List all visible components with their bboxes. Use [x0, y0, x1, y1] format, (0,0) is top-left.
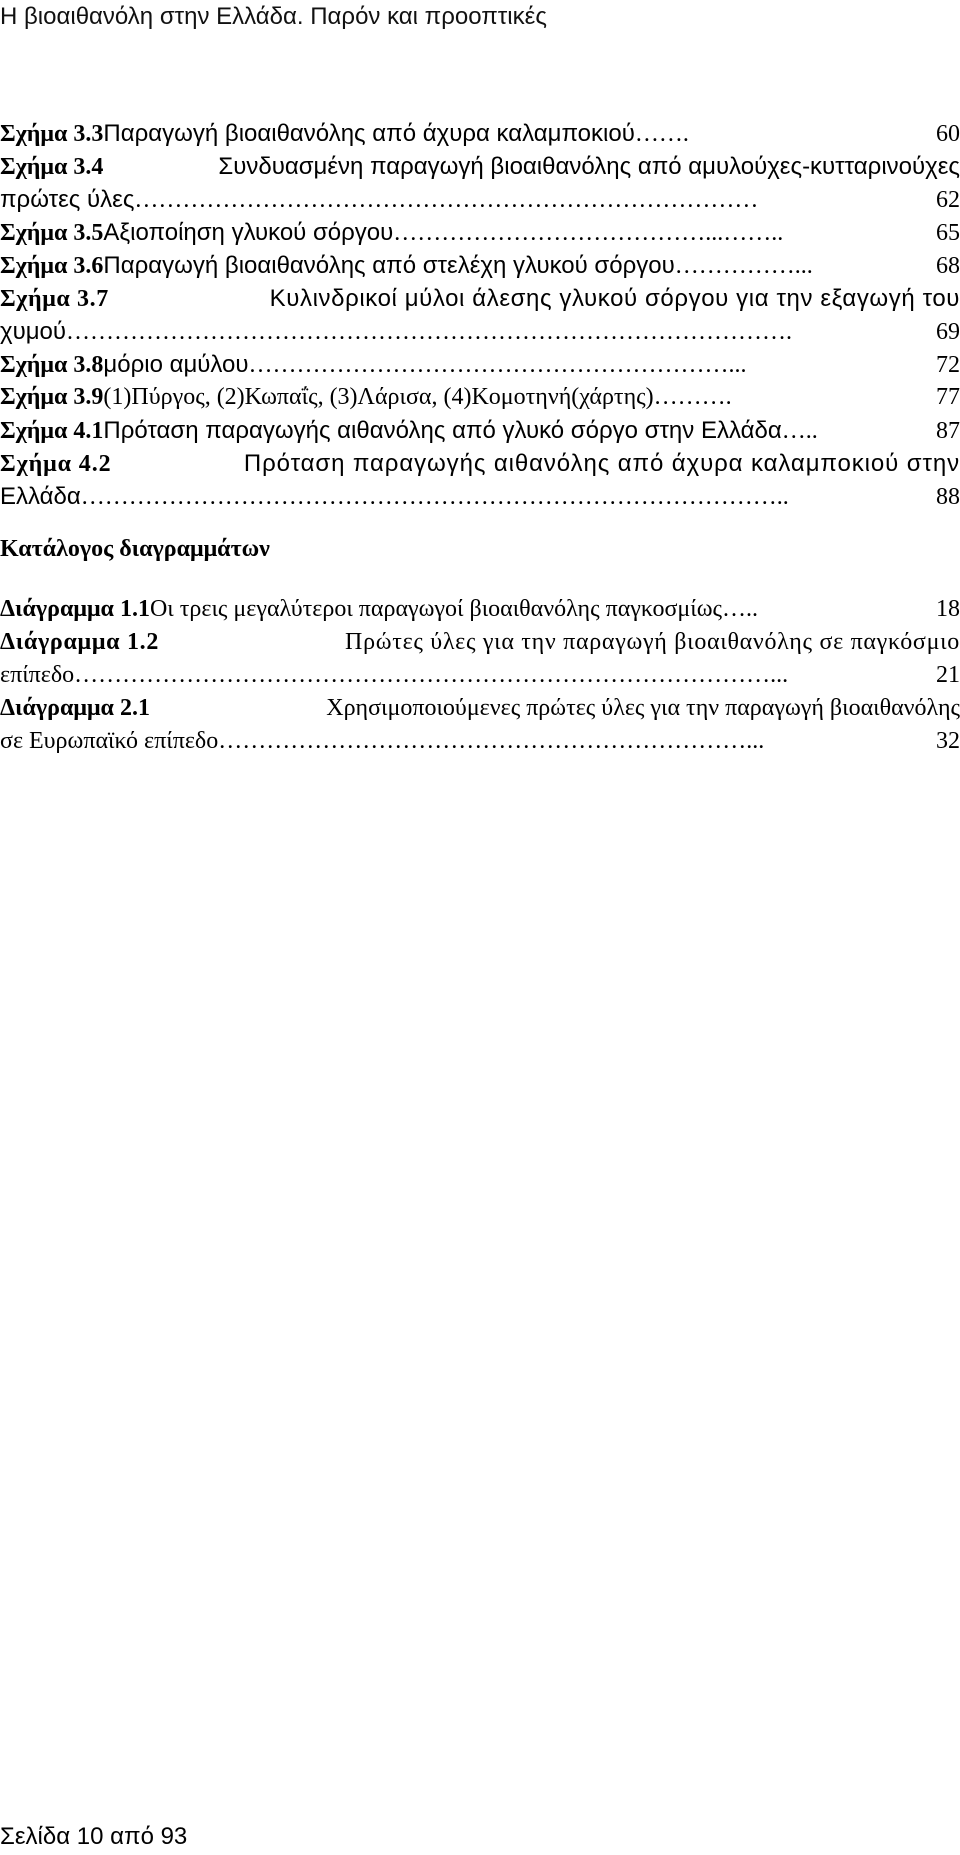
diagram-entry-1-1[interactable]: [0, 593, 960, 626]
page-number: 68: [936, 253, 960, 279]
diagram-title-continued: επίπεδο: [0, 662, 75, 688]
figure-entry-3-4[interactable]: [0, 150, 960, 216]
page-number: 60: [936, 121, 960, 147]
figure-title: Παραγωγή βιοαιθανόλης από άχυρα καλαμποκιού: [103, 120, 635, 147]
leader-dots: ……….: [653, 384, 732, 410]
figure-number: Σχήμα 3.7: [0, 286, 109, 312]
figure-title: (1)Πύργος, (2)Κωπαΐς, (3)Λάρισα, (4)Κομοτηνή(χάρτης): [103, 384, 654, 410]
table-of-diagrams: [0, 593, 960, 758]
diagram-number: Διάγραμμα 1.2: [0, 629, 160, 655]
figure-entry-4-2[interactable]: [0, 447, 960, 513]
page-number: 32: [936, 728, 960, 754]
leader-dots: …..: [781, 418, 818, 444]
page-number: 88: [936, 484, 960, 510]
diagram-entry-1-2[interactable]: [0, 626, 960, 692]
diagrams-list-heading: Κατάλογος διαγραμμάτων: [0, 536, 270, 562]
page-number: 62: [936, 187, 960, 213]
diagram-number: Διάγραμμα 2.1: [0, 695, 150, 721]
figure-title-continued: πρώτες ύλες: [0, 186, 135, 213]
page-number: 69: [936, 319, 960, 345]
figure-number: Σχήμα 3.3: [0, 121, 104, 147]
leader-dots: ……………………………………………………………………………...: [74, 662, 789, 688]
figure-title-continued: Ελλάδα: [0, 483, 81, 510]
leader-dots: …….: [634, 121, 689, 147]
page-number: 72: [936, 352, 960, 378]
figure-title: Συνδυασμένη παραγωγή βιοαιθανόλης από αμυλούχες-κυτταρινούχες: [218, 153, 960, 180]
diagram-number: Διάγραμμα 1.1: [0, 596, 150, 622]
figure-entry-3-6[interactable]: [0, 249, 960, 282]
leader-dots: ……………...: [674, 253, 813, 279]
diagram-title: Οι τρεις μεγαλύτεροι παραγωγοί βιοαιθανόλης παγκοσμίως: [149, 596, 723, 622]
page-number: 87: [936, 418, 960, 444]
figure-title: Πρόταση παραγωγής αιθανόλης από άχυρα καλαμποκιού στην: [243, 450, 960, 477]
table-of-figures: [0, 117, 960, 758]
figure-entry-3-9[interactable]: [0, 381, 960, 414]
leader-dots: …..: [722, 596, 759, 622]
diagram-title-continued: σε Ευρωπαϊκό επίπεδο: [0, 728, 219, 754]
figure-entry-3-8[interactable]: [0, 348, 960, 381]
page-number: 65: [936, 220, 960, 246]
page-footer: Σελίδα 10 από 93: [0, 1823, 188, 1850]
figure-title: Αξιοποίηση γλυκού σόργου: [103, 219, 394, 246]
figure-entry-3-7[interactable]: [0, 282, 960, 348]
page-number: 21: [936, 662, 960, 688]
page-number: 77: [936, 384, 960, 410]
figure-number: Σχήμα 3.5: [0, 220, 104, 246]
diagram-entry-2-1[interactable]: [0, 692, 960, 758]
figure-title: μόριο αμύλου: [103, 351, 249, 378]
figure-entry-3-3[interactable]: [0, 117, 960, 150]
page-header: Η βιοαιθανόλη στην Ελλάδα. Παρόν και προοπτικές: [0, 3, 547, 30]
leader-dots: ……………………………………………………...: [248, 352, 747, 378]
leader-dots: ……………………………………………………………………………….: [66, 319, 793, 345]
figure-number: Σχήμα 4.2: [0, 451, 112, 477]
leader-dots: …………………………………………………………...: [218, 728, 765, 754]
figure-title: Πρόταση παραγωγής αιθανόλης από γλυκό σόργο στην Ελλάδα: [103, 417, 782, 444]
figure-number: Σχήμα 3.4: [0, 154, 104, 180]
figure-number: Σχήμα 3.9: [0, 384, 104, 410]
figure-number: Σχήμα 4.1: [0, 418, 104, 444]
figure-title-continued: χυμού: [0, 318, 67, 345]
leader-dots: ……………………………………………………………………: [134, 187, 759, 213]
figure-number: Σχήμα 3.8: [0, 352, 104, 378]
figure-title: Παραγωγή βιοαιθανόλης από στελέχη γλυκού σόργου: [103, 252, 675, 279]
figure-title: Κυλινδρικοί μύλοι άλεσης γλυκού σόργου για την εξαγωγή του: [269, 285, 960, 312]
page-number: 18: [936, 596, 960, 622]
figure-entry-4-1[interactable]: [0, 414, 960, 447]
figure-number: Σχήμα 3.6: [0, 253, 104, 279]
diagram-title: Χρησιμοποιούμενες πρώτες ύλες για την παραγωγή βιοαιθανόλης: [326, 695, 960, 721]
diagram-title: Πρώτες ύλες για την παραγωγή βιοαιθανόλης σε παγκόσμιο: [345, 629, 960, 655]
leader-dots: …………………………………...……..: [393, 220, 784, 246]
figure-entry-3-5[interactable]: [0, 216, 960, 249]
leader-dots: ……………………………………………………………………………..: [80, 484, 789, 510]
